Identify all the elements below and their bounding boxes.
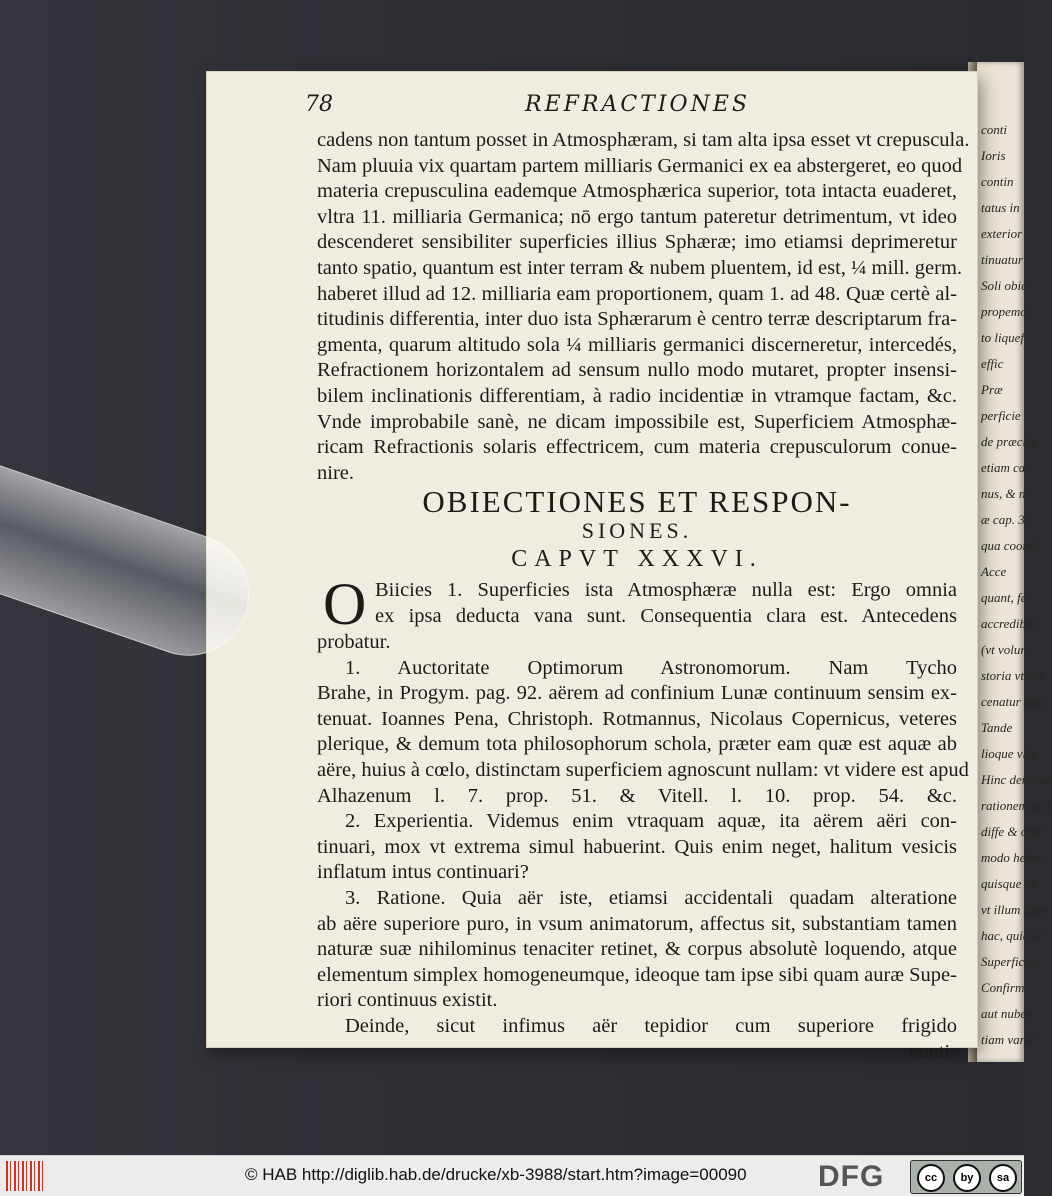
adjacent-text-fragment: Soli obie — [981, 278, 1027, 293]
copyright-link[interactable]: © HAB http://diglib.hab.de/drucke/xb-3988/start.htm?image=00090 — [245, 1165, 747, 1184]
adjacent-text-fragment: nus, & n — [981, 486, 1026, 501]
text-line: Vnde improbabile sanè, ne dicam impossibile est, Superficiem Atmosphæ- — [317, 410, 957, 433]
adjacent-text-fragment: Præ — [981, 382, 1003, 397]
section-title: OBIECTIONES ET RESPON- — [422, 484, 852, 519]
hab-logo-icon — [6, 1161, 46, 1191]
adjacent-text-fragment: Superficies — [981, 954, 1039, 969]
running-head — [207, 92, 977, 122]
adjacent-text-fragment: conti — [981, 122, 1007, 137]
text-line: bilem inclinationis differentiam, à radio incidentiæ in vtramque factam, &c. — [317, 384, 957, 407]
text-line: haberet illud ad 12. milliaria eam proportionem, quam 1. ad 48. Quæ certè al- — [317, 282, 957, 305]
text-line: nire. — [317, 461, 354, 484]
adjacent-text-fragment: accredibile — [981, 616, 1039, 631]
text-line: Nam pluuia vix quartam partem milliaris Germanici ex ea abstergeret, eo quod — [317, 154, 963, 177]
text-line: tinuari, mox vt extrema simul habuerint. Quis enim neget, halitum vesicis — [317, 835, 957, 858]
text-line: Refractionem horizontalem ad sensum nullo modo mutaret, propter insensi- — [317, 359, 957, 382]
book-page — [207, 72, 977, 1063]
adjacent-text-fragment: etiam cœl — [981, 460, 1032, 475]
adjacent-text-fragment: perficie — [981, 408, 1021, 423]
text-line: vltra 11. milliaria Germanica; nō ergo tantum pateretur detrimentum, vt ideo — [317, 205, 957, 228]
adjacent-text-fragment: effic — [981, 356, 1004, 371]
section-title-cont: SIONES. — [581, 518, 693, 543]
by-icon: by — [953, 1164, 981, 1192]
text-line: Brahe, in Progym. pag. 92. aërem ad confinium Lunæ continuum sensim ex- — [317, 682, 957, 705]
adjacent-text-fragment: modo heber — [981, 850, 1043, 865]
adjacent-text-fragment: storia vtcun — [981, 668, 1043, 683]
adjacent-text-fragment: cenatur tam — [981, 694, 1044, 709]
text-line: gmenta, quarum altitudo sola ¼ milliaris germanici discerneretur, intercedés, — [317, 333, 957, 356]
objection-opening — [375, 578, 957, 629]
text-line: naturæ suæ nihilominus tenaciter retinet, & corpus absolutè loquendo, atque — [317, 938, 957, 961]
adjacent-text-fragment: to liquef — [981, 330, 1024, 345]
text-line: conti- — [909, 1040, 957, 1063]
adjacent-page — [977, 62, 1052, 1062]
text-line: titudinis differentia, inter duo ista Sphærarum è centro terræ descriptarum fra- — [317, 308, 957, 331]
adjacent-text-fragment: Hinc densitas — [981, 772, 1052, 787]
adjacent-text-fragment: lioque vlla — [981, 746, 1037, 761]
text-line: Deinde, sicut infimus aër tepidior cum superiore frigido — [345, 1014, 957, 1037]
text-line: materia crepusculina eademque Atmosphærica superior, tota intacta euaderet, — [317, 180, 957, 203]
text-line: ex ipsa deducta vana sunt. Consequentia clara est. Antecedens — [375, 604, 957, 627]
text-line: 1. Auctoritate Optimorum Astronomorum. Nam Tycho — [345, 656, 957, 679]
footer-bar — [0, 1155, 1024, 1196]
dfg-logo: DFG — [818, 1160, 885, 1193]
adjacent-text-fragment: (vt volunt — [981, 642, 1031, 657]
text-line: plerique, & demum tota philosophorum schola, præter eam quæ est aquæ ab — [317, 733, 957, 756]
body-text-top — [317, 128, 970, 486]
text-line: Alhazenum l. 7. prop. 51. & Vitell. l. 10. prop. 54. &c. — [317, 784, 957, 807]
adjacent-text-fragment: Confirm — [981, 980, 1025, 995]
text-line: aëre, huius à cœlo, distinctam superficiem agnoscunt nullam: vt videre est apud — [317, 758, 969, 781]
adjacent-text-fragment: aut nubes — [981, 1006, 1032, 1021]
text-line: ab aëre superiore puro, in vsum animatorum, affectus sit, substantiam tamen — [317, 912, 957, 935]
adjacent-text-fragment: Tande — [981, 720, 1013, 735]
adjacent-text-fragment: exterior — [981, 226, 1023, 241]
adjacent-text-fragment: propemo — [981, 304, 1027, 319]
text-line: probatur. — [317, 631, 391, 653]
sa-icon: sa — [989, 1164, 1017, 1192]
text-line: 2. Experientia. Videmus enim vtraquam aquæ, ita aërem aëri con- — [345, 810, 957, 833]
license-badge[interactable] — [910, 1160, 1022, 1194]
adjacent-text-fragment: Ioris — [981, 148, 1006, 163]
text-line: riori continuus existit. — [317, 989, 498, 1012]
text-line: tanto spatio, quantum est inter terram & nubem pluentem, id est, ¼ mill. germ. — [317, 256, 963, 279]
adjacent-text-fragment: quisque au — [981, 876, 1038, 891]
adjacent-text-fragment: hac, quia te — [981, 928, 1043, 943]
text-line: inflatum intus continuari? — [317, 861, 529, 884]
adjacent-text-fragment: æ cap. 32 — [981, 512, 1032, 527]
adjacent-text-fragment: Acce — [981, 564, 1007, 579]
adjacent-text-fragment: tiam varie — [981, 1032, 1035, 1047]
cc-icon: cc — [917, 1164, 945, 1192]
adjacent-text-fragment: tinuatur — [981, 252, 1023, 267]
adjacent-text-fragment: qua coord — [981, 538, 1034, 553]
running-title: REFRACTIONES — [525, 92, 750, 117]
adjacent-text-fragment: contin — [981, 174, 1014, 189]
chapter-heading: CAPVT XXXVI. — [511, 546, 763, 572]
drop-cap: O — [323, 571, 367, 637]
text-line: 3. Ratione. Quia aër iste, etiamsi accidentali quadam alteratione — [345, 886, 957, 909]
adjacent-text-fragment: rationem incl — [981, 798, 1051, 813]
adjacent-text-fragment: diffe & ordi — [981, 824, 1042, 839]
adjacent-text-fragment: tatus in — [981, 200, 1020, 215]
text-line: ricam Refractionis solaris effectricem, cum materia crepusculorum conue- — [317, 436, 957, 459]
text-line: tenuat. Ioannes Pena, Christoph. Rotmannus, Nicolaus Copernicus, veteres — [317, 707, 957, 730]
text-line: elementum simplex homogeneumque, ideoque tam ipse sibi quam auræ Supe- — [317, 963, 957, 986]
adjacent-text-fragment: quant, fe — [981, 590, 1027, 605]
objection-body — [317, 630, 969, 1065]
text-line: Biicies 1. Superficies ista Atmosphæræ nulla est: Ergo omnia — [375, 579, 957, 601]
adjacent-text-fragment: vt illum fequ — [981, 902, 1046, 917]
page-number: 78 — [305, 92, 333, 117]
adjacent-text-fragment: de præcifa — [981, 434, 1037, 449]
text-line: descenderet sensibiliter superficies illius Sphæræ; imo etiamsi deprimeretur — [317, 231, 957, 254]
text-line: cadens non tantum posset in Atmosphæram, si tam alta ipsa esset vt crepuscula. — [317, 129, 970, 151]
